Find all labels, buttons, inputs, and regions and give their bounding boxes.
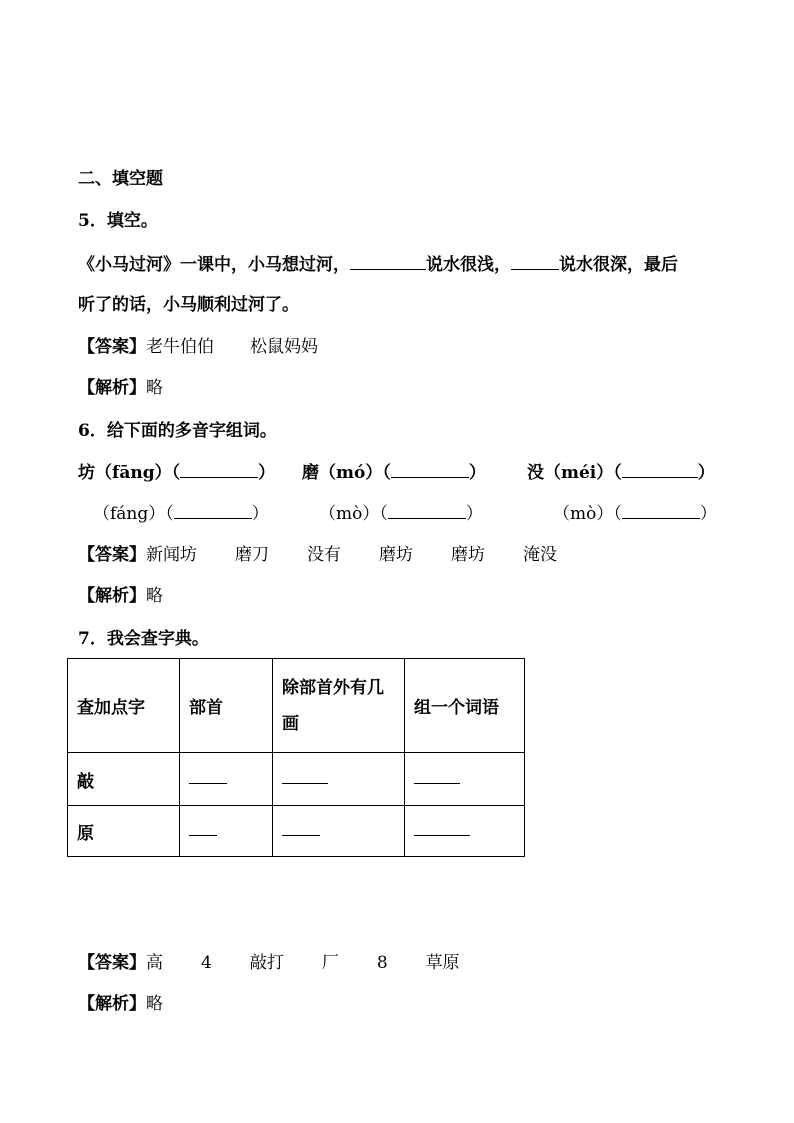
analysis-label: 【解析】 bbox=[78, 586, 146, 606]
q6-pinyin-5: （mò）（ bbox=[319, 504, 388, 524]
q5-text-a: 《小马过河》一课中，小马想过河， bbox=[78, 255, 350, 275]
q6-pinyin-1: （fāng）（ bbox=[95, 463, 181, 483]
cell-blank[interactable] bbox=[180, 753, 273, 806]
row-char-yuan: 原 bbox=[68, 806, 180, 857]
q6-blank-6[interactable] bbox=[622, 502, 700, 519]
answer-label: 【答案】 bbox=[78, 953, 146, 973]
q6-item-mei bbox=[527, 461, 715, 484]
header-strokes-line1: 除部首外有几 bbox=[282, 677, 384, 698]
table-header-row bbox=[68, 659, 525, 753]
q7-answer-4: 厂 bbox=[321, 953, 339, 973]
q6-analysis-text: 略 bbox=[146, 586, 163, 606]
q5-answer-1: 老牛伯伯 bbox=[146, 337, 214, 357]
q6-blank-1[interactable] bbox=[180, 461, 258, 478]
analysis-label: 【解析】 bbox=[78, 378, 146, 398]
header-strokes-line2: 画 bbox=[282, 713, 299, 734]
q7-answer-5: 8 bbox=[376, 953, 388, 973]
q6-item-fang2 bbox=[93, 502, 269, 525]
row-char-qiao: 敲 bbox=[68, 753, 180, 806]
q6-item-mo2 bbox=[319, 502, 483, 525]
cell-blank[interactable] bbox=[405, 753, 525, 806]
q6-answer-2: 磨刀 bbox=[235, 545, 269, 565]
q5-blank-2[interactable] bbox=[511, 253, 559, 270]
q5-analysis-text: 略 bbox=[146, 378, 163, 398]
q6-close-6: ） bbox=[699, 504, 717, 524]
q6-answer bbox=[78, 544, 557, 566]
table-row bbox=[68, 806, 525, 857]
q6-pinyin-2: （mó）（ bbox=[319, 463, 391, 483]
table-row bbox=[68, 753, 525, 806]
q7-answer-6: 草原 bbox=[425, 953, 460, 973]
q6-answer-4: 磨坊 bbox=[379, 545, 413, 565]
cell-blank[interactable] bbox=[273, 753, 405, 806]
q6-answer-6: 淹没 bbox=[523, 545, 557, 565]
q6-item-mo3 bbox=[553, 502, 717, 525]
q6-title: 6．给下面的多音字组词。 bbox=[78, 421, 277, 441]
q6-close-3: ） bbox=[697, 463, 715, 483]
q7-analysis bbox=[78, 993, 163, 1015]
q5-text-b: 说水很浅， bbox=[426, 255, 511, 275]
header-strokes bbox=[273, 659, 405, 753]
analysis-label: 【解析】 bbox=[78, 994, 146, 1014]
header-char: 查加点字 bbox=[68, 659, 180, 753]
q6-answer-1: 新闻坊 bbox=[146, 545, 197, 565]
q5-text-c: 说水很深，最后 bbox=[559, 255, 678, 275]
q6-item-mo1 bbox=[302, 461, 486, 484]
q6-answer-3: 没有 bbox=[307, 545, 341, 565]
q6-pinyin-4: （fáng）（ bbox=[93, 504, 174, 524]
q5-answer-2: 松鼠妈妈 bbox=[250, 337, 318, 357]
answer-label: 【答案】 bbox=[78, 337, 146, 357]
q6-close-4: ） bbox=[251, 504, 269, 524]
q5-sentence-line1 bbox=[78, 253, 678, 276]
q7-answer bbox=[78, 952, 460, 974]
q6-char-3: 没 bbox=[527, 463, 544, 483]
q7-answer-2: 4 bbox=[201, 953, 212, 973]
q6-char-2: 磨 bbox=[302, 463, 319, 483]
q6-blank-4[interactable] bbox=[174, 502, 252, 519]
q7-title: 7．我会查字典。 bbox=[78, 629, 209, 649]
q6-close-5: ） bbox=[465, 504, 483, 524]
q6-blank-5[interactable] bbox=[388, 502, 466, 519]
cell-blank[interactable] bbox=[180, 806, 273, 857]
q6-item-fang1 bbox=[78, 461, 275, 484]
q5-sentence-line2: 听了的话，小马顺利过河了。 bbox=[78, 295, 299, 315]
q6-analysis bbox=[78, 585, 163, 607]
q6-pinyin-6: （mò）（ bbox=[553, 504, 622, 524]
q7-analysis-text: 略 bbox=[146, 994, 163, 1014]
q7-answer-1: 高 bbox=[146, 953, 163, 973]
header-word: 组一个词语 bbox=[405, 659, 525, 753]
q6-blank-3[interactable] bbox=[622, 461, 698, 478]
q6-pinyin-3: （méi）（ bbox=[544, 463, 622, 483]
q6-blank-2[interactable] bbox=[391, 461, 469, 478]
cell-blank[interactable] bbox=[405, 806, 525, 857]
q5-analysis bbox=[78, 377, 163, 399]
cell-blank[interactable] bbox=[273, 806, 405, 857]
q5-answer bbox=[78, 336, 318, 358]
header-radical: 部首 bbox=[180, 659, 273, 753]
q6-char-1: 坊 bbox=[78, 463, 95, 483]
answer-label: 【答案】 bbox=[78, 545, 146, 565]
section-title: 二、填空题 bbox=[78, 169, 163, 189]
dictionary-table bbox=[67, 658, 525, 857]
q7-answer-3: 敲打 bbox=[249, 953, 284, 973]
q6-close-1: ） bbox=[258, 463, 276, 483]
q6-close-2: ） bbox=[468, 463, 486, 483]
q5-blank-1[interactable] bbox=[350, 253, 426, 270]
q5-title: 5．填空。 bbox=[78, 211, 158, 231]
q6-answer-5: 磨坊 bbox=[451, 545, 485, 565]
